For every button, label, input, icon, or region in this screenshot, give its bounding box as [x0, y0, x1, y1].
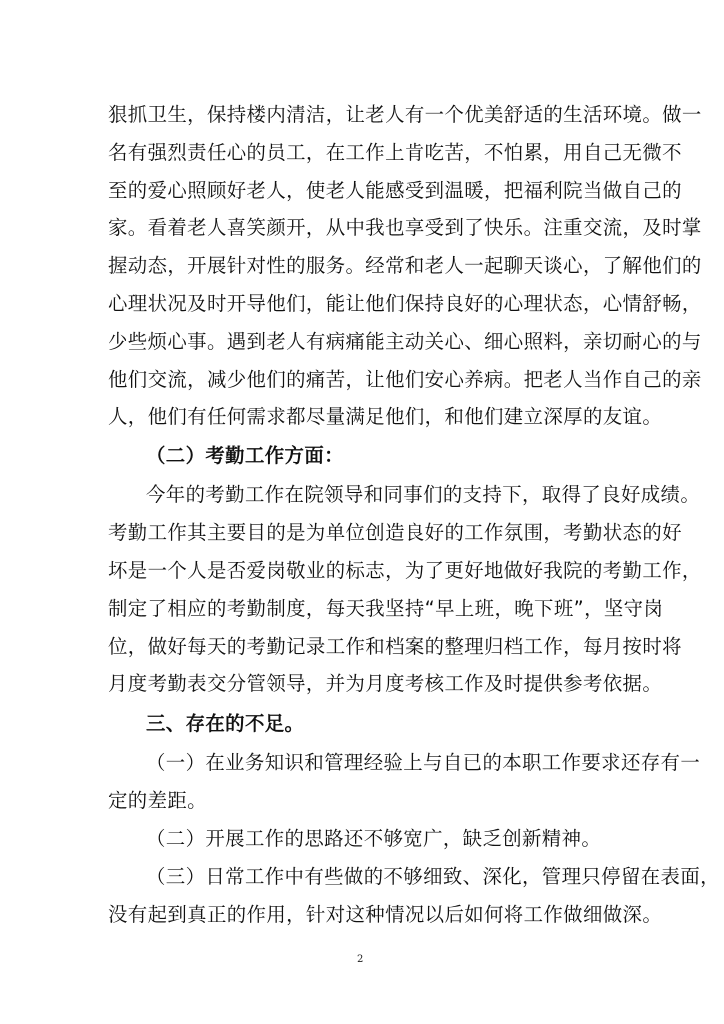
paragraph-1-line-7: 少些烦心事。遇到老人有病痛能主动关心、细心照料，亲切耐心的与: [108, 330, 702, 353]
paragraph-1-line-3: 至的爱心照顾好老人，使老人能感受到温暖，把福利院当做自己的: [108, 179, 682, 202]
shortcoming-1-line-2: 定的差距。: [108, 789, 207, 812]
paragraph-2-line-4: 制定了相应的考勤制度，每天我坚持“早上班，晚下班”，坚守岗: [108, 597, 664, 620]
paragraph-2-line-1: 今年的考勤工作在院领导和同事们的支持下，取得了良好成绩。: [146, 483, 701, 506]
shortcoming-2-line-1: （二）开展工作的思路还不够宽广，缺乏创新精神。: [146, 827, 602, 850]
heading-shortcomings: 三、存在的不足。: [146, 712, 305, 735]
paragraph-2-line-2: 考勤工作其主要目的是为单位创造良好的工作氛围，考勤状态的好: [108, 521, 682, 544]
shortcoming-3-line-2: 没有起到真正的作用，针对这种情况以后如何将工作做细做深。: [108, 903, 663, 926]
page-number: 2: [357, 954, 364, 965]
paragraph-1-line-1: 狠抓卫生，保持楼内清洁，让老人有一个优美舒适的生活环境。做一: [108, 103, 702, 126]
paragraph-2-line-5: 位，做好每天的考勤记录工作和档案的整理归档工作，每月按时将: [108, 635, 682, 658]
paragraph-1-line-9: 人，他们有任何需求都尽量满足他们，和他们建立深厚的友谊。: [108, 405, 663, 428]
paragraph-1-line-2: 名有强烈责任心的员工，在工作上肯吃苦，不怕累，用自己无微不: [108, 141, 682, 164]
paragraph-2-line-3: 坏是一个人是否爱岗敬业的标志，为了更好地做好我院的考勤工作，: [108, 559, 702, 582]
paragraph-1-line-4: 家。看着老人喜笑颜开，从中我也享受到了快乐。注重交流，及时掌: [108, 216, 702, 239]
paragraph-1-line-5: 握动态，开展针对性的服务。经常和老人一起聊天谈心，了解他们的: [108, 254, 702, 277]
shortcoming-1-line-1: （一）在业务知识和管理经验上与自已的本职工作要求还存有一: [146, 751, 701, 774]
shortcoming-3-line-1: （三）日常工作中有些做的不够细致、深化，管理只停留在表面，: [146, 865, 720, 888]
paragraph-2-line-6: 月度考勤表交分管领导，并为月度考核工作及时提供参考依据。: [108, 672, 663, 695]
heading-attendance: （二）考勤工作方面：: [146, 444, 344, 467]
paragraph-1-line-6: 心理状况及时开导他们，能让他们保持良好的心理状态，心情舒畅，: [108, 292, 702, 315]
paragraph-1-line-8: 他们交流，减少他们的痛苦，让他们安心养病。把老人当作自己的亲: [108, 368, 702, 391]
